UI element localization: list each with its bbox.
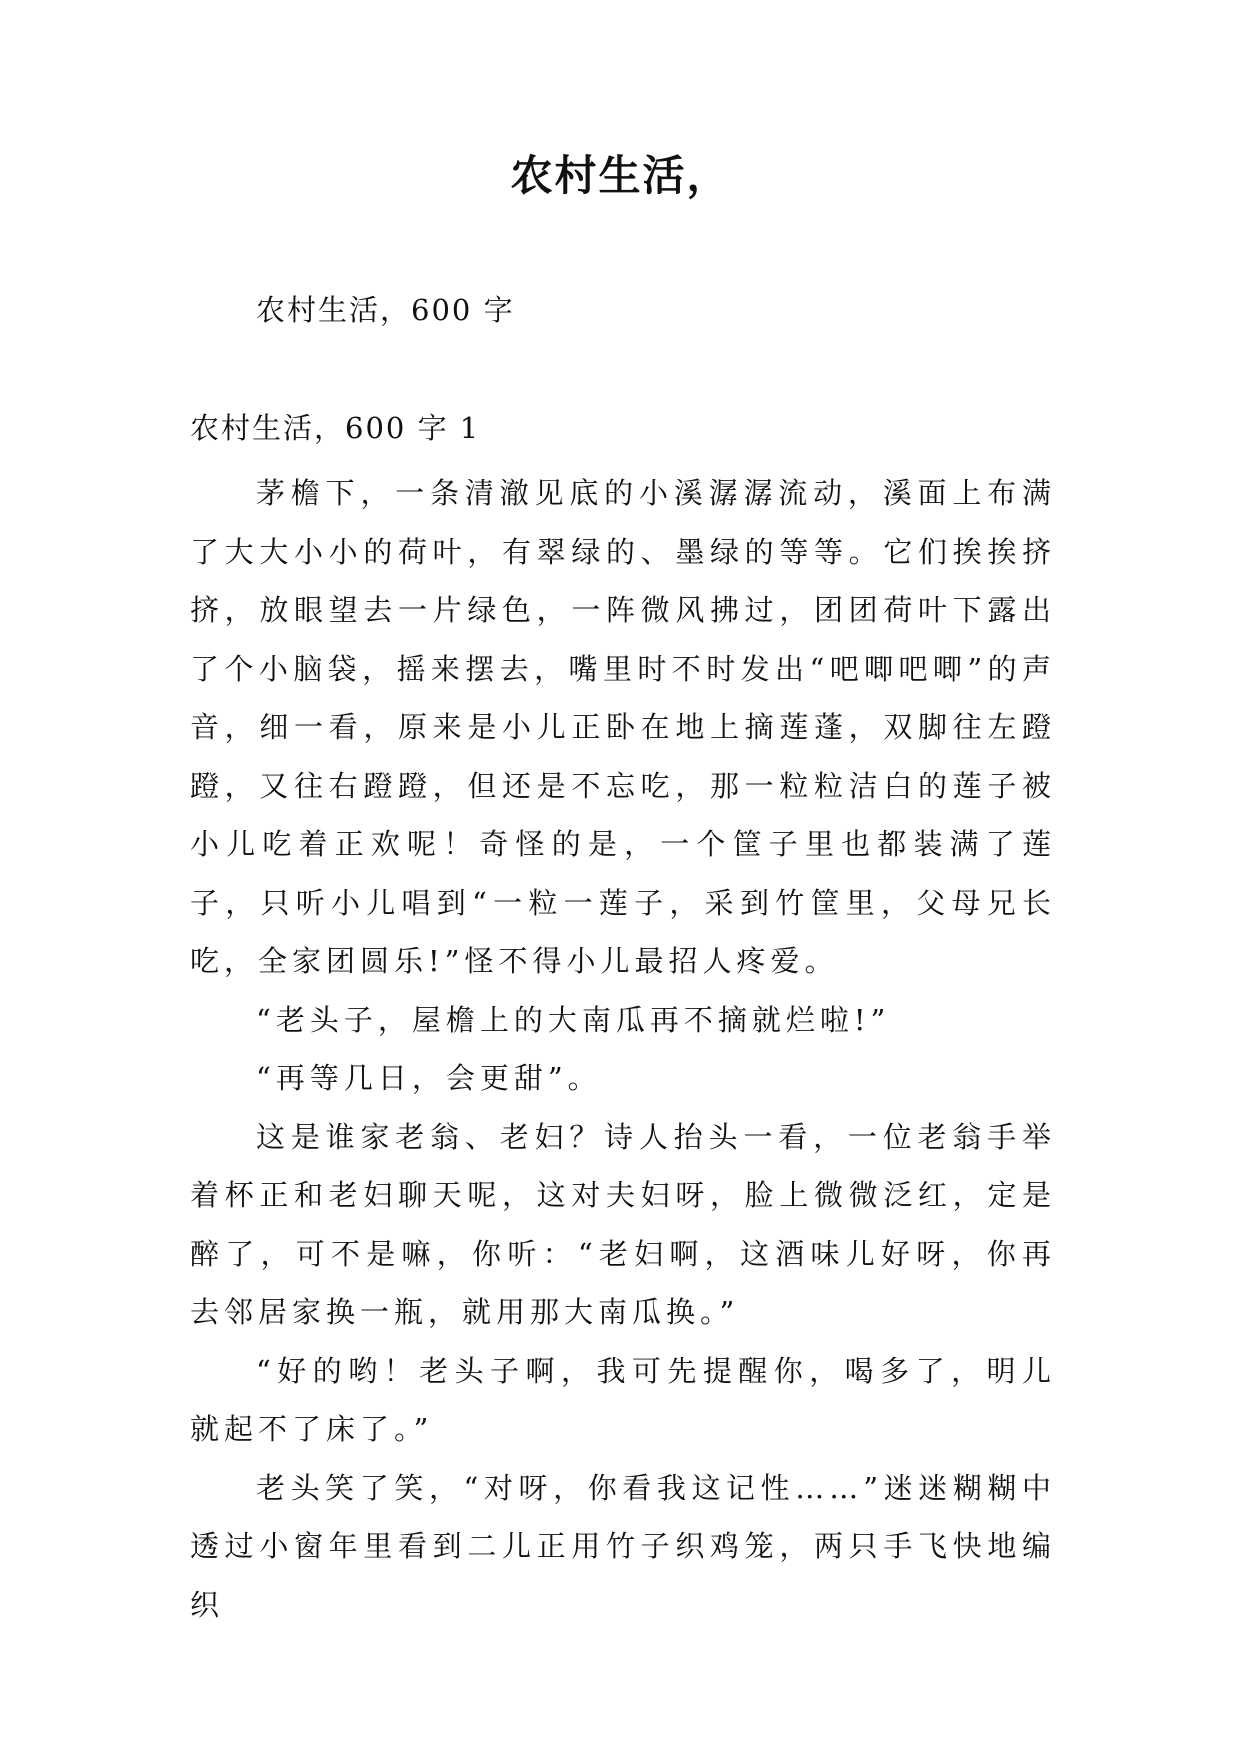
paragraph: “再等几日，会更甜”。 — [256, 1061, 602, 1095]
document-subtitle: 农村生活，600 字 — [256, 293, 515, 327]
paragraph: 茅檐下，一条清澈见底的小溪潺潺流动，溪面上布满了大大小小的荷叶，有翠绿的、墨绿的等等。它们挨挨挤挤，放眼望去一片绿色，一阵微风拂过，团团荷叶下露出了个小脑袋，摇来摆去，嘴里时不时发出“吧唧吧唧”的声音，细一看，原来是小儿正卧在地上摘莲蓬，双脚往左蹬蹬，又往右蹬蹬，但还是不忘吃，那一粒粒洁白的莲子被小儿吃着正欢呢！奇怪的是，一个筐子里也都装满了莲子，只听小儿唱到“一粒一莲子，采到竹筐里，父母兄长吃，全家团圆乐!”怪不得小儿最招人疼爱。 — [190, 476, 1056, 978]
section-heading: 农村生活，600 字 1 — [190, 411, 481, 445]
paragraph: 这是谁家老翁、老妇？诗人抬头一看，一位老翁手举着杯正和老妇聊天呢，这对夫妇呀，脸上微微泛红，定是醉了，可不是嘛，你听：“老妇啊，这酒味儿好呀，你再去邻居家换一瓶，就用那大南瓜换。” — [190, 1119, 1056, 1329]
paragraph: “好的哟！老头子啊，我可先提醒你，喝多了，明儿就起不了床了。” — [190, 1353, 1056, 1446]
paragraph: 老头笑了笑，“对呀，你看我这记性……”迷迷糊糊中透过小窗年里看到二儿正用竹子织鸡笼，两只手飞快地编织 — [190, 1470, 1056, 1622]
document-title: 农村生活， — [510, 151, 731, 200]
article-body — [190, 464, 1056, 1634]
paragraph: “老头子，屋檐上的大南瓜再不摘就烂啦!” — [256, 1002, 891, 1037]
